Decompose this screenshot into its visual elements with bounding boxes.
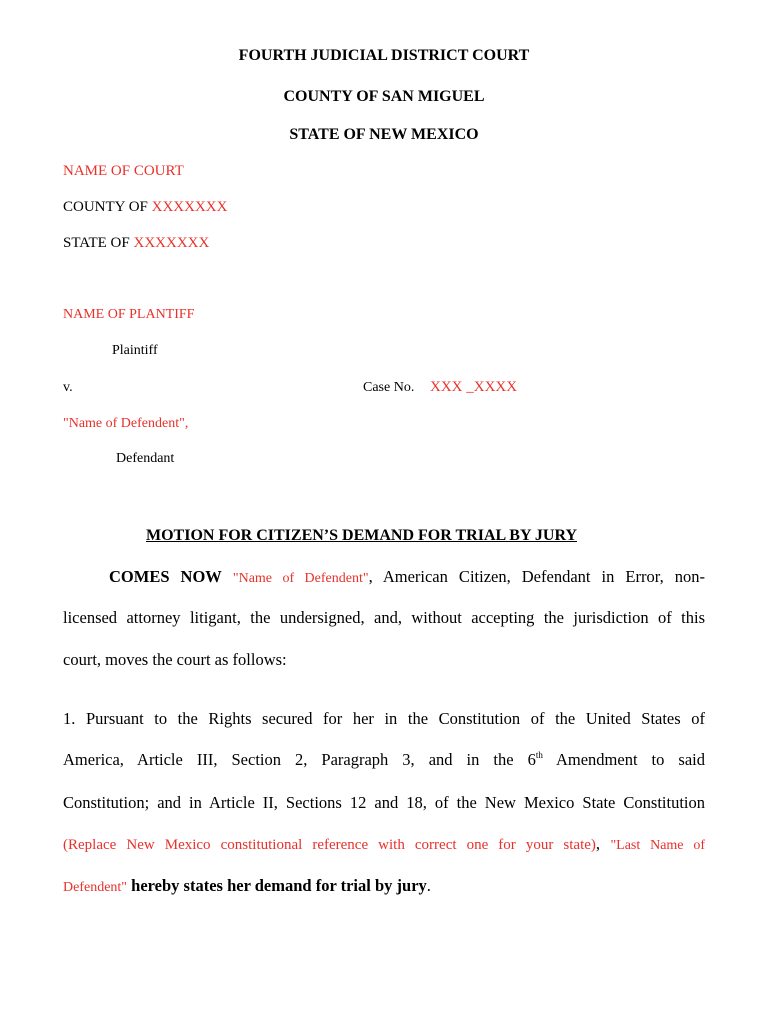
paragraph-1-line-2 (63, 750, 705, 770)
last-name-placeholder-b: Defendent" (63, 880, 128, 895)
paragraph-1-line-2-a: America, Article III, Section 2, Paragraph 3, and in the 6 (63, 750, 536, 769)
court-name-heading: FOURTH JUDICIAL DISTRICT COURT (238, 47, 530, 64)
paragraph-1-line-2-b: Amendment to said (542, 750, 705, 769)
county-line (63, 199, 227, 216)
paragraph-1-line-3: Constitution; and in Article II, Sections 12 and 18, of the New Mexico State Constitution (63, 793, 705, 812)
last-name-placeholder-a: "Last Name of (610, 838, 705, 853)
replace-constitution-note: (Replace New Mexico constitutional reference with correct one for your state) (63, 837, 596, 853)
intro-line-3: court, moves the court as follows: (63, 650, 287, 669)
state-line (63, 235, 209, 252)
paragraph-1-comma: , (595, 834, 601, 853)
court-county-heading: COUNTY OF SAN MIGUEL (283, 88, 485, 105)
comes-now-label: COMES NOW (109, 567, 222, 586)
court-state-heading: STATE OF NEW MEXICO (289, 126, 479, 143)
defendant-name-placeholder: "Name of Defendent", (63, 416, 189, 431)
paragraph-1-line-4 (63, 834, 705, 854)
case-number-placeholder: XXX _XXXX (430, 379, 518, 395)
name-of-court-placeholder: NAME OF COURT (63, 163, 184, 179)
paragraph-1-line-5 (63, 876, 431, 896)
county-label: COUNTY OF (63, 199, 152, 215)
paragraph-1-line-1: 1. Pursuant to the Rights secured for her in the Constitution of the United States of (63, 709, 705, 728)
motion-title: MOTION FOR CITIZEN’S DEMAND FOR TRIAL BY JURY (146, 527, 578, 544)
state-placeholder: XXXXXXX (133, 235, 210, 251)
plaintiff-role: Plaintiff (112, 343, 158, 358)
intro-defendant-placeholder: "Name of Defendent" (232, 571, 369, 586)
case-number-label: Case No. (363, 380, 415, 395)
paragraph-1-period: . (426, 876, 431, 895)
intro-line-2: licensed attorney litigant, the undersigned, and, without accepting the jurisdiction of this (63, 608, 705, 627)
ordinal-suffix: th (535, 750, 543, 760)
plaintiff-name-placeholder: NAME OF PLANTIFF (63, 307, 195, 322)
jury-demand-statement: hereby states her demand for trial by jury (131, 876, 427, 895)
county-placeholder: XXXXXXX (151, 199, 228, 215)
defendant-role: Defendant (116, 451, 175, 466)
intro-line-1 (109, 567, 705, 587)
state-label: STATE OF (63, 235, 134, 251)
intro-text-1: , American Citizen, Defendant in Error, non- (368, 567, 705, 586)
versus-label: v. (63, 380, 73, 395)
